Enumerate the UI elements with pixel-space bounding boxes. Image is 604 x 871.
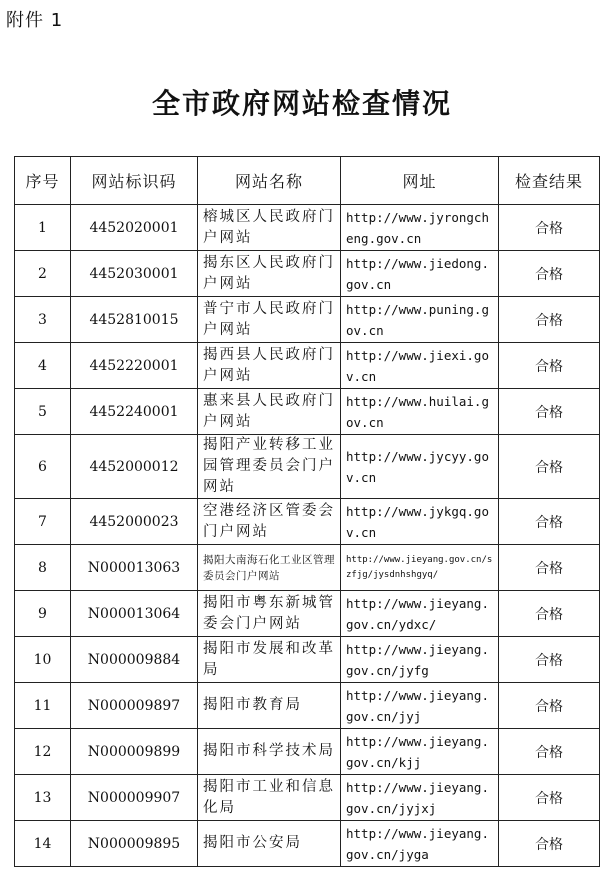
row-code: N000009907 (71, 775, 198, 821)
row-code: N000009897 (71, 683, 198, 729)
row-result: 合格 (499, 683, 600, 729)
row-code: N000009899 (71, 729, 198, 775)
website-check-table (14, 156, 600, 867)
row-url-link[interactable]: http://www.puning.gov.cn (341, 297, 499, 343)
row-result: 合格 (499, 775, 600, 821)
row-site-name: 空港经济区管委会门户网站 (198, 499, 341, 545)
column-header-name: 网站名称 (198, 157, 341, 205)
row-result: 合格 (499, 205, 600, 251)
row-seq: 6 (15, 435, 71, 499)
row-result: 合格 (499, 821, 600, 867)
row-seq: 1 (15, 205, 71, 251)
row-code: 4452810015 (71, 297, 198, 343)
row-site-name: 揭西县人民政府门户网站 (198, 343, 341, 389)
row-code: N000013063 (71, 545, 198, 591)
row-result: 合格 (499, 545, 600, 591)
row-seq: 7 (15, 499, 71, 545)
row-result: 合格 (499, 435, 600, 499)
column-header-code: 网站标识码 (71, 157, 198, 205)
row-seq: 2 (15, 251, 71, 297)
table-row (15, 637, 600, 683)
row-url-link[interactable]: http://www.jieyang.gov.cn/jyjxj (341, 775, 499, 821)
row-url-link[interactable]: http://www.jieyang.gov.cn/ydxc/ (341, 591, 499, 637)
table-row (15, 389, 600, 435)
row-site-name: 揭阳市粤东新城管委会门户网站 (198, 591, 341, 637)
row-seq: 13 (15, 775, 71, 821)
row-seq: 3 (15, 297, 71, 343)
row-seq: 4 (15, 343, 71, 389)
table-row (15, 499, 600, 545)
row-url-link[interactable]: http://www.jiedong.gov.cn (341, 251, 499, 297)
table-row (15, 775, 600, 821)
row-site-name: 揭阳市工业和信息化局 (198, 775, 341, 821)
row-site-name: 揭阳市科学技术局 (198, 729, 341, 775)
column-header-seq: 序号 (15, 157, 71, 205)
row-url-link[interactable]: http://www.jyrongcheng.gov.cn (341, 205, 499, 251)
row-result: 合格 (499, 251, 600, 297)
row-url-link[interactable]: http://www.jieyang.gov.cn/jyj (341, 683, 499, 729)
row-site-name: 揭阳市发展和改革局 (198, 637, 341, 683)
table-row (15, 545, 600, 591)
table-row (15, 297, 600, 343)
table-row (15, 729, 600, 775)
row-code: 4452220001 (71, 343, 198, 389)
table-row (15, 435, 600, 499)
row-seq: 11 (15, 683, 71, 729)
row-code: N000009895 (71, 821, 198, 867)
row-site-name: 普宁市人民政府门户网站 (198, 297, 341, 343)
row-seq: 9 (15, 591, 71, 637)
table-header-row (15, 157, 600, 205)
row-code: 4452240001 (71, 389, 198, 435)
table-row (15, 251, 600, 297)
row-seq: 5 (15, 389, 71, 435)
row-result: 合格 (499, 637, 600, 683)
row-seq: 10 (15, 637, 71, 683)
row-result: 合格 (499, 729, 600, 775)
row-site-name: 惠来县人民政府门户网站 (198, 389, 341, 435)
row-code: N000009884 (71, 637, 198, 683)
row-code: 4452020001 (71, 205, 198, 251)
column-header-url: 网址 (341, 157, 499, 205)
table-row (15, 821, 600, 867)
row-url-link[interactable]: http://www.jycyy.gov.cn (341, 435, 499, 499)
row-url-link[interactable]: http://www.jiexi.gov.cn (341, 343, 499, 389)
table-row (15, 205, 600, 251)
table-row (15, 683, 600, 729)
row-result: 合格 (499, 297, 600, 343)
row-result: 合格 (499, 499, 600, 545)
row-url-link[interactable]: http://www.jieyang.gov.cn/jyfg (341, 637, 499, 683)
row-url-link[interactable]: http://www.jykgq.gov.cn (341, 499, 499, 545)
row-site-name: 揭阳大南海石化工业区管理委员会门户网站 (198, 545, 341, 591)
row-url-link[interactable]: http://www.huilai.gov.cn (341, 389, 499, 435)
column-header-result: 检查结果 (499, 157, 600, 205)
row-site-name: 揭东区人民政府门户网站 (198, 251, 341, 297)
row-url-link[interactable]: http://www.jieyang.gov.cn/szfjg/jysdnhshgyq/ (341, 545, 499, 591)
row-code: 4452000023 (71, 499, 198, 545)
row-code: 4452000012 (71, 435, 198, 499)
row-url-link[interactable]: http://www.jieyang.gov.cn/kjj (341, 729, 499, 775)
row-url-link[interactable]: http://www.jieyang.gov.cn/jyga (341, 821, 499, 867)
row-seq: 12 (15, 729, 71, 775)
attachment-label: 附件 1 (6, 10, 64, 31)
row-result: 合格 (499, 389, 600, 435)
row-code: N000013064 (71, 591, 198, 637)
row-site-name: 揭阳市教育局 (198, 683, 341, 729)
table-row (15, 591, 600, 637)
table-row (15, 343, 600, 389)
page-title: 全市政府网站检查情况 (151, 87, 452, 120)
row-result: 合格 (499, 591, 600, 637)
row-seq: 14 (15, 821, 71, 867)
row-seq: 8 (15, 545, 71, 591)
row-result: 合格 (499, 343, 600, 389)
row-site-name: 揭阳市公安局 (198, 821, 341, 867)
row-code: 4452030001 (71, 251, 198, 297)
row-site-name: 揭阳产业转移工业园管理委员会门户网站 (198, 435, 341, 499)
row-site-name: 榕城区人民政府门户网站 (198, 205, 341, 251)
